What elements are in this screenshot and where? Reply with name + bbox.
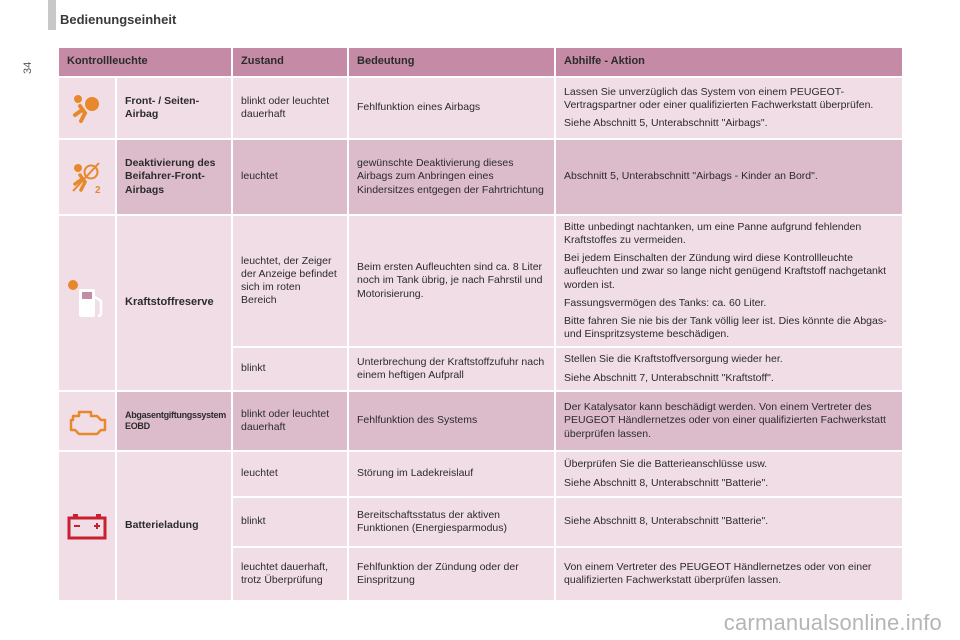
state-text: leuchtet dauerhaft, trotz Überprüfung xyxy=(232,547,348,601)
meaning-text: Fehlfunktion der Zündung oder der Einspritzung xyxy=(348,547,555,601)
action-paragraph: Überprüfen Sie die Batterieanschlüsse usw. xyxy=(564,458,768,471)
table-row xyxy=(58,139,903,215)
light-name: Abgasentgiftungssystem EOBD xyxy=(116,391,232,451)
table-header-row xyxy=(58,47,903,77)
action-text xyxy=(555,547,903,601)
warning-lights-table xyxy=(57,46,904,602)
action-paragraph: Fassungsvermögen des Tanks: ca. 60 Liter. xyxy=(564,296,767,309)
action-paragraph: Bei jedem Einschalten der Zündung wird diese Kontrollleuchte aufleuchten und zwar so lange nicht genügend Kraftstoff nachgetankt worden ist. xyxy=(564,252,887,291)
action-paragraph: Siehe Abschnitt 5, Unterabschnitt "Airbags". xyxy=(564,117,768,130)
table-row xyxy=(58,451,903,497)
passenger-airbag-off-icon xyxy=(67,157,107,197)
action-paragraph: Stellen Sie die Kraftstoffversorgung wieder her. xyxy=(564,353,783,366)
action-paragraph: Bitte fahren Sie nie bis der Tank völlig leer ist. Dies könnte die Abgas- und Einspritzsysteme beschädigen. xyxy=(564,314,887,340)
light-name: Front- / Seiten-Airbag xyxy=(116,77,232,139)
state-text: leuchtet, der Zeiger der Anzeige befindet sich im roten Bereich xyxy=(232,215,348,347)
svg-text:2: 2 xyxy=(95,185,101,196)
battery-icon xyxy=(67,512,107,540)
meaning-text: Beim ersten Aufleuchten sind ca. 8 Liter noch im Tank übrig, je nach Fahrstil und Motorisierung. xyxy=(348,215,555,347)
icon-cell xyxy=(58,77,116,139)
state-text: blinkt xyxy=(232,497,348,547)
meaning-text: gewünschte Deaktivierung dieses Airbags zum Anbringen eines Kindersitzes entgegen der Fahrtrichtung xyxy=(348,139,555,215)
light-name: Kraftstoffreserve xyxy=(116,215,232,391)
page-number: 34 xyxy=(22,61,34,74)
table-row xyxy=(58,77,903,139)
column-header: Kontrollleuchte xyxy=(58,47,232,77)
engine-check-icon xyxy=(67,404,107,438)
icon-cell xyxy=(58,139,116,215)
watermark: carmanualsonline.info xyxy=(723,610,942,635)
meaning-text: Störung im Ladekreislauf xyxy=(348,451,555,497)
airbag-warning-icon xyxy=(67,88,107,128)
section-title: Bedienungseinheit xyxy=(60,12,177,27)
action-text xyxy=(555,139,903,215)
side-accent-bar xyxy=(48,0,56,30)
action-text xyxy=(555,497,903,547)
fuel-pump-icon xyxy=(67,279,107,327)
action-text xyxy=(555,215,903,347)
action-text xyxy=(555,77,903,139)
action-paragraph: Siehe Abschnitt 8, Unterabschnitt "Batterie". xyxy=(564,515,769,528)
action-text xyxy=(555,451,903,497)
table-row xyxy=(58,215,903,347)
light-name: Batterieladung xyxy=(116,451,232,601)
action-text xyxy=(555,347,903,391)
meaning-text: Fehlfunktion des Systems xyxy=(348,391,555,451)
light-name: Deaktivierung des Beifahrer-Front-Airbags xyxy=(116,139,232,215)
icon-cell xyxy=(58,391,116,451)
action-text xyxy=(555,391,903,451)
meaning-text: Bereitschaftsstatus der aktiven Funktionen (Energiesparmodus) xyxy=(348,497,555,547)
state-text: leuchtet xyxy=(232,451,348,497)
action-paragraph: Der Katalysator kann beschädigt werden. Von einem Vertreter des PEUGEOT Händlernetzes oder von einer qualifizierten Fachwerkstatt überprüfen lassen. xyxy=(564,401,886,440)
icon-cell xyxy=(58,451,116,601)
icon-cell xyxy=(58,215,116,391)
state-text: leuchtet xyxy=(232,139,348,215)
column-header: Zustand xyxy=(232,47,348,77)
meaning-text: Fehlfunktion eines Airbags xyxy=(348,77,555,139)
table-row xyxy=(58,391,903,451)
action-paragraph: Siehe Abschnitt 7, Unterabschnitt "Kraftstoff". xyxy=(564,371,774,384)
column-header: Bedeutung xyxy=(348,47,555,77)
meaning-text: Unterbrechung der Kraftstoffzufuhr nach einem heftigen Aufprall xyxy=(348,347,555,391)
action-paragraph: Abschnitt 5, Unterabschnitt "Airbags - Kinder an Bord". xyxy=(564,170,818,183)
state-text: blinkt xyxy=(232,347,348,391)
state-text: blinkt oder leuchtet dauerhaft xyxy=(232,391,348,451)
action-paragraph: Siehe Abschnitt 8, Unterabschnitt "Batterie". xyxy=(564,476,769,489)
action-paragraph: Bitte unbedingt nachtanken, um eine Panne aufgrund fehlenden Kraftstoffes zu vermeiden. xyxy=(564,221,862,247)
action-paragraph: Lassen Sie unverzüglich das System von einem PEUGEOT-Vertragspartner oder einer qualifizierten Fachwerkstatt überprüfen. xyxy=(564,85,874,111)
column-header: Abhilfe - Aktion xyxy=(555,47,903,77)
state-text: blinkt oder leuchtet dauerhaft xyxy=(232,77,348,139)
action-paragraph: Von einem Vertreter des PEUGEOT Händlernetzes oder von einer qualifizierten Fachwerkstatt überprüfen lassen. xyxy=(564,560,872,586)
